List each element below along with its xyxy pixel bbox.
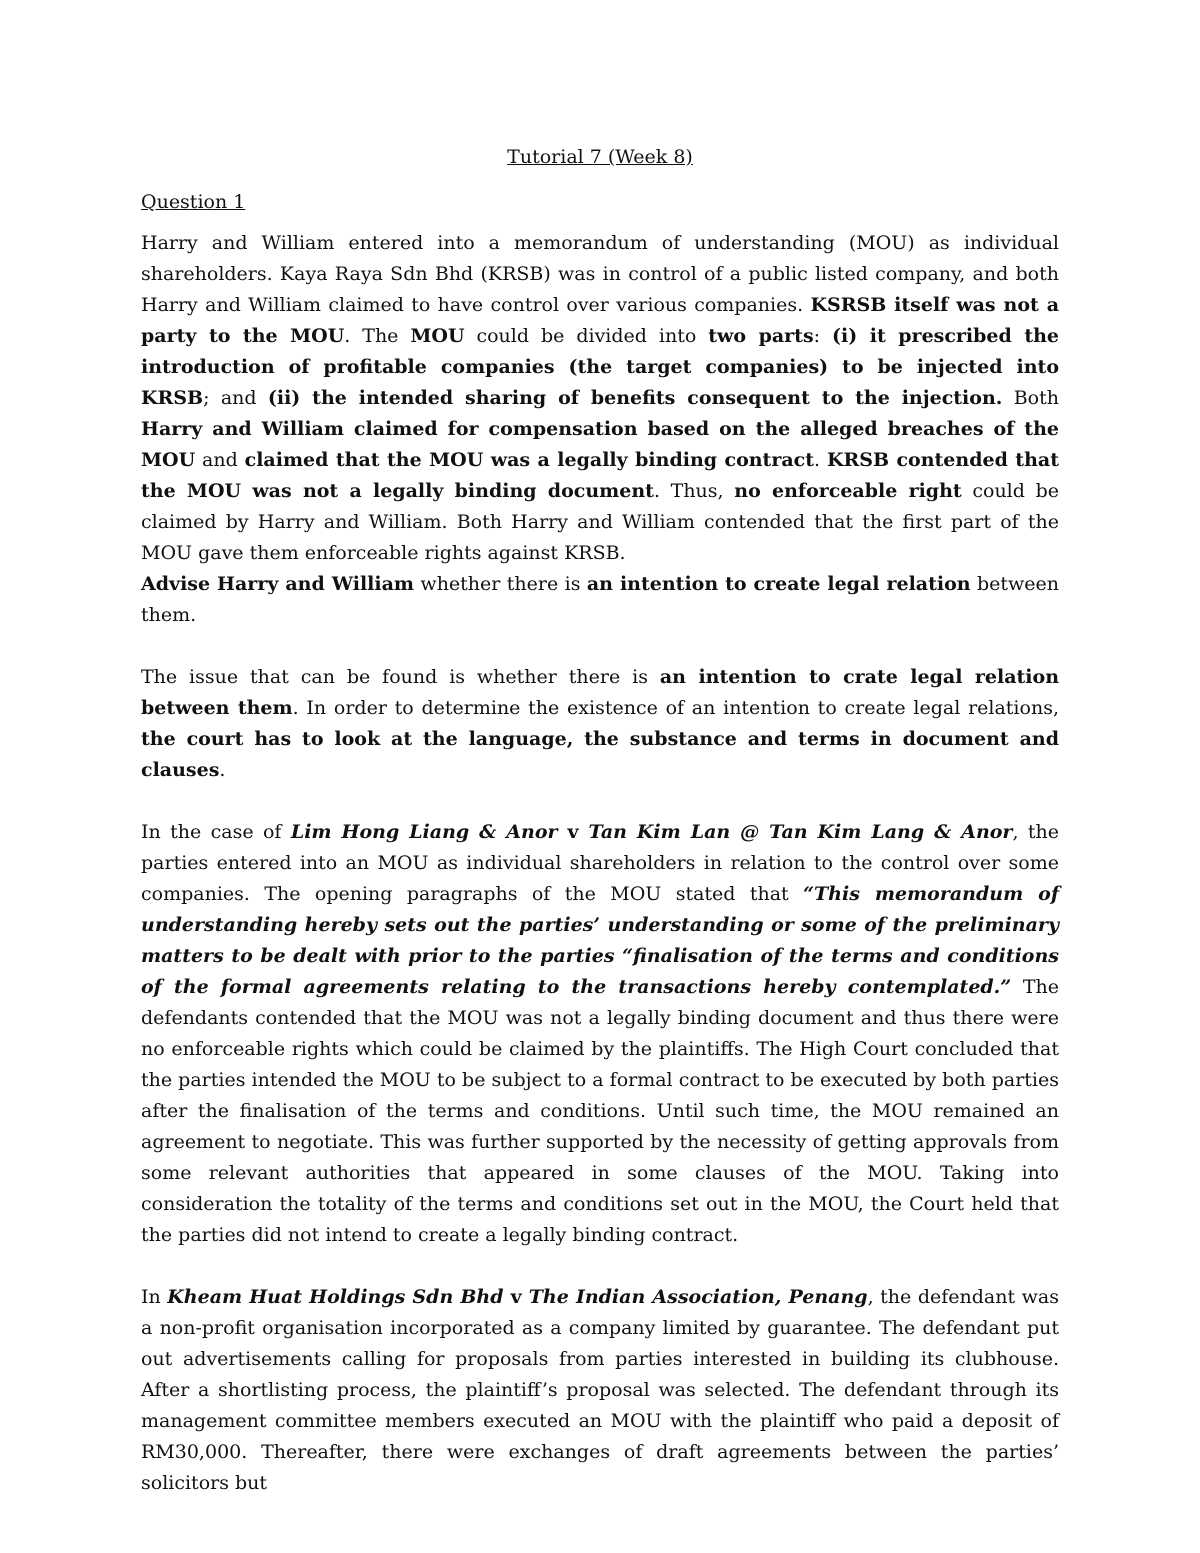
text-run: . <box>219 759 226 781</box>
case-name: The Indian Association, Penang <box>528 1286 868 1308</box>
bold-run: claimed that the MOU was a legally binding contract <box>244 449 815 471</box>
text-run: . <box>814 449 827 471</box>
bold-run: no enforceable right <box>734 480 962 502</box>
text-run: between them. <box>141 573 1060 626</box>
text-run: In the case of <box>141 821 291 843</box>
advise-paragraph <box>141 569 1059 631</box>
bold-run: v <box>557 821 589 843</box>
text-run: . Thus, <box>653 480 735 502</box>
text-run: The defendants contended that the MOU was not a legally binding document and thus there were no enforceable rights which could be claimed by the plaintiffs. The High Court concluded that the parties intended the MOU to be subject to a formal contract to be executed by both parties after the finalisation of the terms and conditions. Until such time, the MOU remained an agreement to negotiate. This was further supported by the necessity of getting approvals from some relevant authorities that appeared in some clauses of the MOU. Taking into consideration the totality of the terms and conditions set out in the MOU, the Court held that the parties did not intend to create a legally binding contract. <box>141 976 1059 1246</box>
bold-run: Harry and William claimed for compensation based on the alleged breaches of the MOU <box>141 418 1059 471</box>
bold-run: an intention to create legal relation <box>586 573 971 595</box>
document-page <box>141 142 1059 1499</box>
text-run: Both <box>1002 387 1059 409</box>
text-run: . The <box>344 325 411 347</box>
bold-run: KRSB contended that the MOU was not a legally binding document <box>141 449 1059 502</box>
text-run: , the defendant was a non-profit organisation incorporated as a company limited by guarantee. The defendant put out advertisements calling for proposals from parties interested in building its clubhouse. After a shortlisting process, the plaintiff’s proposal was selected. The defendant through its management committee members executed an MOU with the plaintiff who paid a deposit of RM30,000. Thereafter, there were exchanges of draft agreements between the parties’ solicitors but <box>141 1286 1059 1494</box>
bold-run: an intention to crate legal relation between them <box>141 666 1060 719</box>
mou-quote: “This memorandum of understanding hereby sets out the parties’ understanding or some of the preliminary matters to be dealt with prior to the parties “finalisation of the terms and conditions of the formal agreements relating to the transactions hereby contemplated.” <box>141 883 1059 998</box>
bold-run: (ii) the intended sharing of benefits consequent to the injection. <box>267 387 1003 409</box>
text-run: and <box>195 449 245 471</box>
question-paragraph <box>141 228 1059 569</box>
bold-run: KSRSB itself was not a party to the MOU <box>141 294 1060 347</box>
text-run: ; and <box>203 387 268 409</box>
text-run: could be divided into <box>464 325 709 347</box>
text-run: In <box>141 1286 168 1308</box>
text-run: whether there is <box>414 573 587 595</box>
case-name: Lim Hong Liang & Anor <box>290 821 558 843</box>
text-run: . In order to determine the existence of an intention to create legal relations, <box>292 697 1059 719</box>
case-name: Tan Kim Lan @ Tan Kim Lang & Anor <box>588 821 1013 843</box>
bold-run: MOU <box>410 325 465 347</box>
text-run: , the parties entered into an MOU as individual shareholders in relation to the control over some companies. The opening paragraphs of the MOU stated that <box>141 821 1059 905</box>
bold-run: Advise Harry and William <box>141 573 415 595</box>
case-paragraph-kheam-huat <box>141 1282 1059 1499</box>
text-run: : <box>813 325 833 347</box>
case-name: Kheam Huat Holdings Sdn Bhd <box>167 1286 504 1308</box>
bold-run: (i) it prescribed the introduction of profitable companies (the target companies) to be injected into KRSB <box>141 325 1060 409</box>
text-run: The issue that can be found is whether there is <box>141 666 660 688</box>
issue-paragraph <box>141 662 1059 786</box>
text-run: could be claimed by Harry and William. Both Harry and William contended that the first part of the MOU gave them enforceable rights against KRSB. <box>141 480 1059 564</box>
case-paragraph-lim-hong-liang <box>141 817 1059 1251</box>
bold-run: two parts <box>708 325 814 347</box>
bold-run: v <box>503 1286 529 1308</box>
bold-run: the court has to look at the language, the substance and terms in document and clauses <box>141 728 1059 781</box>
text-run: Harry and William entered into a memorandum of understanding (MOU) as individual shareholders. Kaya Raya Sdn Bhd (KRSB) was in control of a public listed company, and both Harry and William claimed to have control over various companies. <box>141 232 1059 316</box>
question-heading: Question 1 <box>141 191 246 213</box>
page-title: Tutorial 7 (Week 8) <box>507 146 693 168</box>
